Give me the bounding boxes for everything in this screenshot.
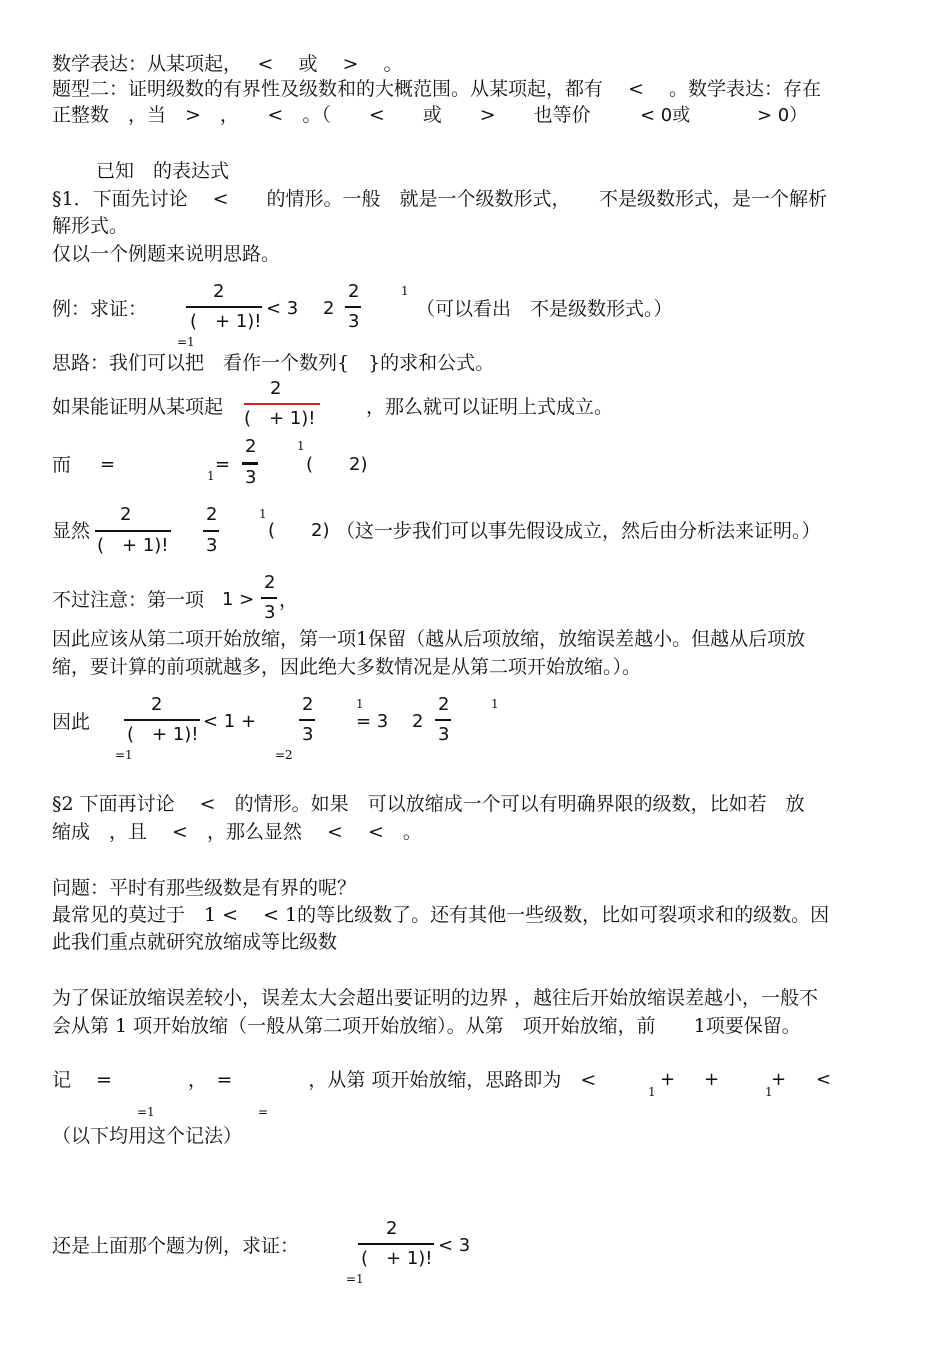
ex-frac2-num: 2 (348, 281, 360, 302)
text-line-15: 缩，要计算的前项就越多，因此绝大多数情况是从第二项开始放缩。）。 (52, 656, 642, 678)
ex-frac2-den: 3 (348, 311, 360, 332)
yc-frac3-num: 2 (438, 694, 450, 715)
text-line-4: 已知 的表达式 (96, 160, 230, 182)
ex-sum-index: =1 (177, 335, 195, 349)
yc-label: 因此 (52, 711, 91, 733)
text-line-1: 数学表达：从某项起， < 或 > 。 (52, 53, 403, 75)
yc-sum-index2: =2 (275, 748, 293, 762)
text-line-24: 记 = ， = ，从第 项开始放缩，思路即为 < (52, 1069, 597, 1091)
er-eq1: = (100, 454, 116, 475)
yc-two: 2 (412, 711, 424, 732)
xr-frac2-den: 3 (206, 535, 218, 556)
ex-lt3: < 3 (266, 298, 299, 319)
er-frac-bar (242, 462, 258, 465)
text-line-20: 最常见的莫过于 1 < < 1的等比级数了。还有其他一些级数，比如可裂项求和的级数。因 (52, 904, 830, 926)
yc-frac-bar (124, 719, 200, 721)
text-line-22: 为了保证放缩误差较小，误差太大会超出要证明的边界 ，越往后开始放缩误差越小，一般不 (52, 987, 819, 1009)
note-frac-bar (261, 597, 277, 599)
note-1gt: 1 > (222, 589, 255, 610)
yc-sum-index: =1 (115, 748, 133, 762)
xr-frac-den: ( + 1)! (97, 535, 169, 556)
xr-frac-num: 2 (120, 504, 132, 525)
yc-frac-num: 2 (151, 694, 163, 715)
er-label: 而 (52, 454, 72, 476)
text-line-10: 如果能证明从某项起 (52, 396, 224, 418)
notation-plus1: + (660, 1069, 676, 1090)
ex-denominator: ( + 1)! (190, 311, 262, 332)
yc-frac3-bar (435, 719, 451, 721)
notation-sum-index: =1 (137, 1105, 155, 1119)
xr-arg: ( 2) (268, 520, 330, 541)
text-line-9: 思路：我们可以把 看作一个数列{ }的求和公式。 (52, 352, 495, 374)
yc-frac2-num: 2 (302, 694, 314, 715)
er-arg: ( 2) (306, 454, 368, 475)
text-line-2: 题型二：证明级数的有界性及级数和的大概范围。从某项起，都有 < 。数学表达：存在 (52, 78, 822, 100)
yc-exponent2: 1 (491, 697, 499, 711)
notation-sub1: 1 (648, 1085, 656, 1099)
final-frac-num: 2 (386, 1218, 398, 1239)
text-line-25: （以下均用这个记法） (52, 1125, 243, 1147)
ifproof-fraction-bar (244, 403, 320, 405)
math-gt0: > 0） (757, 105, 808, 126)
xr-label: 显然 (52, 520, 91, 542)
final-lt3: < 3 (438, 1235, 471, 1256)
ex-frac2-bar (345, 306, 361, 308)
xr-frac2-num: 2 (206, 504, 218, 525)
ex-numerator: 2 (213, 281, 225, 302)
notation-lt: < (816, 1069, 832, 1090)
ifproof-denominator: ( + 1)! (244, 408, 316, 429)
notation-plus2: + (704, 1069, 720, 1090)
yc-frac3-den: 3 (438, 724, 450, 745)
example-label: 例：求证： (52, 298, 148, 320)
note-frac-den: 3 (264, 602, 276, 623)
xr-frac-bar (95, 530, 171, 532)
er-eq2: = (215, 454, 231, 475)
text-line-23: 会从第 1 项开始放缩（一般从第二项开始放缩）。从第 项开始放缩，前 1项要保留。 (52, 1015, 801, 1037)
section-2-heading: §2 下面再讨论 < 的情形。如果 可以放缩成一个可以有明确界限的级数，比如若 放 (52, 793, 805, 815)
final-sum-index: =1 (346, 1272, 364, 1286)
yc-frac-den: ( + 1)! (127, 724, 199, 745)
er-frac-num: 2 (245, 436, 257, 457)
text-line-19: 问题：平时有那些级数是有界的呢？ (52, 877, 357, 899)
ifproof-numerator: 2 (270, 378, 282, 399)
text-line-3: 正整数 ，当 > ， < 。（ < 或 > 也等价 (52, 104, 591, 126)
notation-sum-index2: = (258, 1105, 269, 1119)
er-sub1: 1 (207, 469, 215, 483)
ex-note: （可以看出 不是级数形式。） (416, 298, 673, 320)
yc-frac2-den: 3 (302, 724, 314, 745)
yc-frac2-bar (299, 719, 315, 721)
final-frac-den: ( + 1)! (361, 1248, 433, 1269)
section-1-heading: §1．下面先讨论 < 的情形。一般 就是一个级数形式， 不是级数形式，是一个解析 (52, 188, 828, 210)
xr-note: （这一步我们可以事先假设成立，然后由分析法来证明。） (336, 520, 821, 542)
note-comma: ， (279, 589, 299, 611)
text-line-14: 因此应该从第二项开始放缩，第一项1保留（越从后项放缩，放缩误差越小。但越从后项放 (52, 628, 806, 650)
final-frac-bar (358, 1243, 434, 1245)
text-line-18: 缩成 ，且 < ，那么显然 < < 。 (52, 821, 422, 843)
ex-exponent: 1 (401, 284, 409, 298)
yc-eq3: = 3 (356, 711, 389, 732)
er-frac-den: 3 (245, 467, 257, 488)
er-exponent: 1 (297, 439, 305, 453)
notation-sub2: 1 (765, 1085, 773, 1099)
text-line-7: 仅以一个例题来说明思路。 (52, 243, 281, 265)
xr-frac2-bar (203, 530, 219, 532)
yc-exponent: 1 (356, 697, 364, 711)
ex-two: 2 (323, 298, 335, 319)
yc-lt1plus: < 1 + (203, 711, 257, 732)
text-line-21: 此我们重点就研究放缩成等比级数 (52, 931, 338, 953)
text-line-10b: ，那么就可以证明上式成立。 (366, 396, 614, 418)
xr-exponent: 1 (259, 507, 267, 521)
ex-fraction-bar (186, 306, 262, 308)
text-line-13: 不过注意：第一项 (52, 589, 205, 611)
math-lt0: < 0或 (640, 105, 691, 126)
note-frac-num: 2 (264, 572, 276, 593)
text-line-26: 还是上面那个题为例，求证： (52, 1235, 300, 1257)
text-line-6: 解形式。 (52, 215, 129, 237)
notation-plus3: + (771, 1069, 787, 1090)
